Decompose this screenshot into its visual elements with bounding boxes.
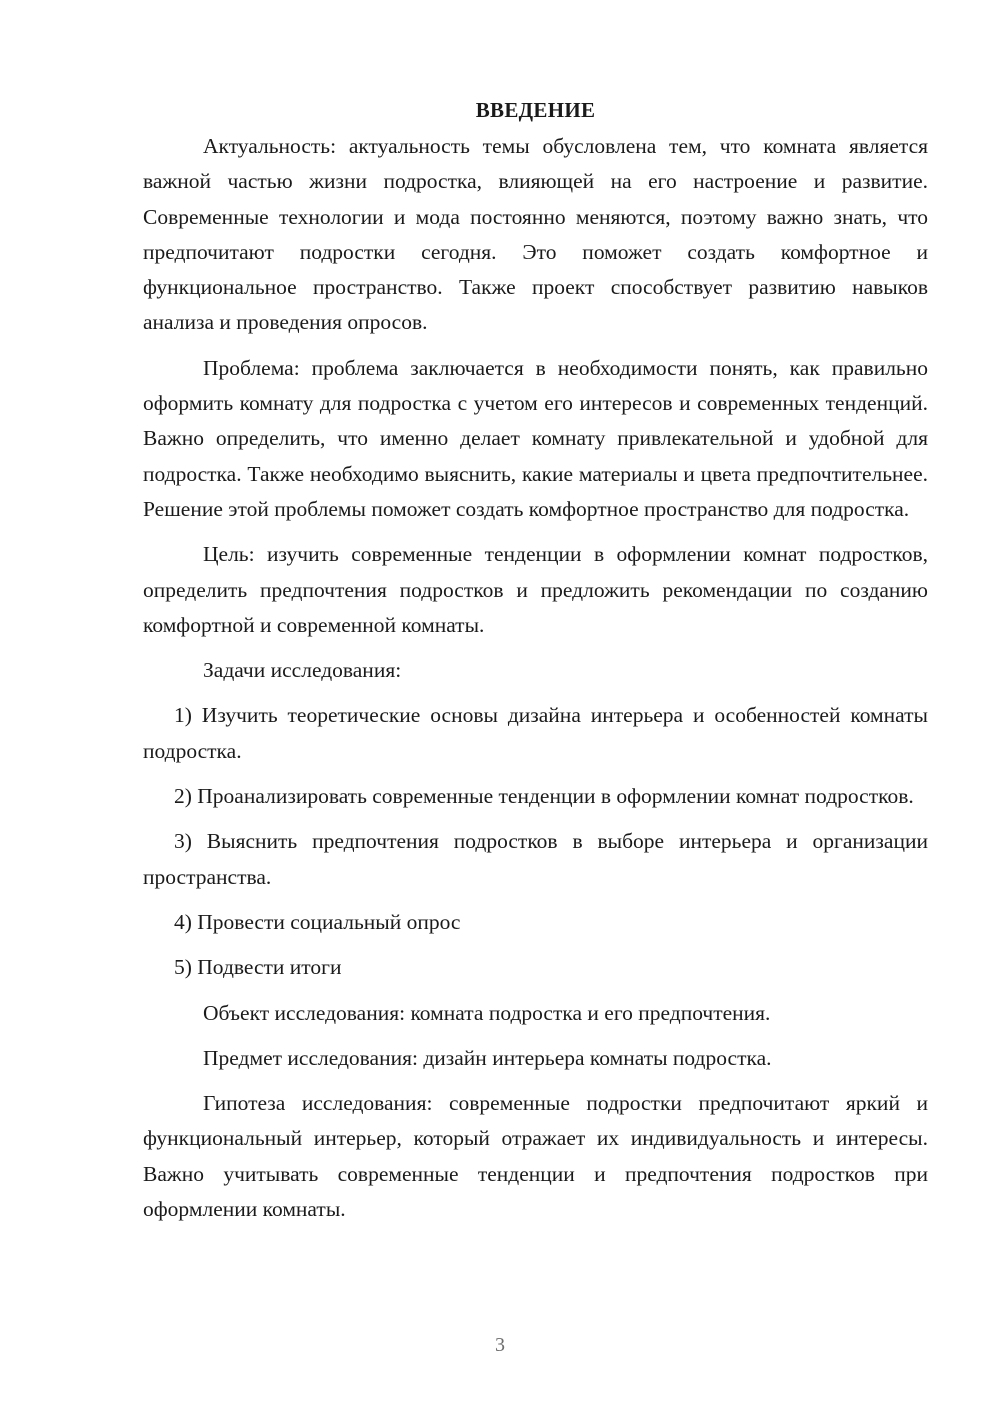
problem-paragraph: Проблема: проблема заключается в необходимости понять, как правильно оформить комнату для подростка с учетом его интересов и современных тенденций. Важно определить, что именно делает комнату привлекательной и удобной для подростка. Также необходимо выяснить, какие материалы и цвета предпочтительнее. Решение этой проблемы поможет создать комфортное пространство для подростка. [143, 355, 928, 521]
page-number: 3 [495, 1334, 505, 1356]
goal-paragraph: Цель: изучить современные тенденции в оформлении комнат подростков, определить предпочтения подростков и предложить рекомендации по созданию комфортной и современной комнаты. [143, 542, 928, 637]
tasks-list [143, 698, 928, 985]
object-paragraph: Объект исследования: комната подростка и его предпочтения. [203, 1000, 771, 1025]
list-item: 3) Выяснить предпочтения подростков в выборе интерьера и организации пространства. [143, 829, 928, 889]
list-item: 5) Подвести итоги [174, 955, 342, 980]
relevance-paragraph: Актуальность: актуальность темы обусловлена тем, что комната является важной частью жизни подростка, влияющей на его настроение и развитие. Современные технологии и мода постоянно меняются, поэтому важно знать, что предпочитают подростки сегодня. Это поможет создать комфортное и функциональное пространство. Также проект способствует развитию навыков анализа и проведения опросов. [143, 134, 928, 335]
hypothesis-paragraph: Гипотеза исследования: современные подростки предпочитают яркий и функциональный интерьер, который отражает их индивидуальность и интересы. Важно учитывать современные тенденции и предпочтения подростков при оформлении комнаты. [143, 1091, 928, 1222]
list-item: 4) Провести социальный опрос [174, 909, 461, 934]
document-page [143, 93, 928, 1237]
list-item: 2) Проанализировать современные тенденции в оформлении комнат подростков. [174, 784, 914, 809]
tasks-title: Задачи исследования: [203, 658, 402, 683]
page-title: ВВЕДЕНИЕ [475, 98, 596, 122]
list-item: 1) Изучить теоретические основы дизайна интерьера и особенностей комнаты подростка. [143, 703, 928, 763]
subject-paragraph: Предмет исследования: дизайн интерьера комнаты подростка. [203, 1045, 772, 1070]
